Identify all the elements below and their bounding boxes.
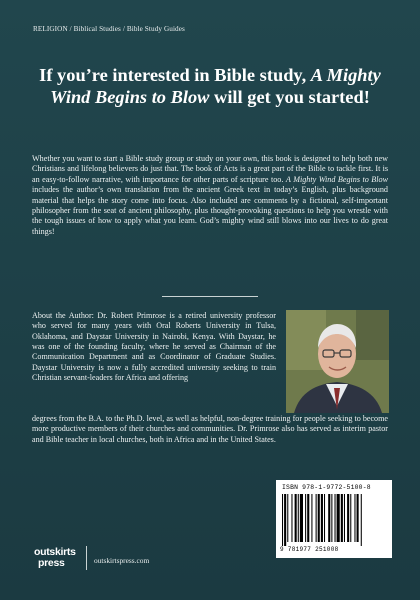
description-text: Whether you want to start a Bible study group or study on your own, this book is designed to help both new Christians and lifelong believers do just that. The book of Acts is a great part of the Bible to tackle first. It is an easy-to-follow narrative, with importance for other parts of scripture too. [32, 154, 388, 184]
barcode-bar [307, 494, 309, 542]
headline-text: If you’re interested in Bible study, [39, 65, 311, 85]
publisher-logo-line2: press [38, 557, 65, 569]
isbn-number: ISBN 978-1-9772-5100-8 [282, 484, 371, 491]
headline [30, 64, 390, 108]
barcode-bars [282, 494, 386, 546]
publisher-logo-line1: outskirts [34, 546, 76, 558]
barcode-bar [354, 494, 355, 542]
category-label: RELIGION / Biblical Studies / Bible Study Guides [33, 25, 185, 33]
barcode-bar [298, 494, 299, 542]
book-description [32, 154, 388, 237]
barcode-bar [357, 494, 359, 542]
barcode-bar [324, 494, 325, 542]
barcode-bar [282, 494, 283, 546]
headline-book-title: A Mighty Wind Begins to Blow [50, 65, 381, 107]
barcode-bar [300, 494, 303, 542]
headline-text-end: will get you started! [209, 87, 370, 107]
isbn-barcode [276, 480, 392, 558]
barcode-bar [341, 494, 343, 542]
logo-divider [86, 546, 87, 570]
barcode-bar [361, 494, 362, 546]
barcode-bar [287, 494, 288, 542]
barcode-bar [321, 494, 323, 542]
section-divider [162, 296, 258, 297]
author-photo [286, 310, 389, 413]
about-author-text: About the Author: Dr. Robert Primrose is a retired university professor who served for many years with Oral Roberts University in Tulsa, Oklahoma, and Daystar University in Nairobi, Kenya. With Daystar, he was one of the founding faculty, where he served as Chairman of the Communication Department and as Coordinator of Graduate Studies. Daystar University is now a fully accredited university seeking to train Christian servant-leaders for Africa and offering [32, 311, 276, 383]
publisher-logo [34, 546, 78, 572]
barcode-bar [335, 494, 336, 542]
barcode-bar [318, 494, 320, 542]
description-book-title: A Mighty Wind Begins to Blow [285, 174, 388, 184]
barcode-bar [347, 494, 349, 542]
barcode-bar [328, 494, 330, 542]
barcode-bar [344, 494, 345, 542]
barcode-bar [311, 494, 312, 542]
publisher-url: outskirtspress.com [94, 556, 150, 565]
barcode-bar [331, 494, 332, 542]
barcode-bar [305, 494, 306, 542]
barcode-bar [284, 494, 286, 546]
barcode-digits: 9 781977 251008 [280, 546, 339, 553]
barcode-bar [337, 494, 340, 542]
barcode-bar [316, 494, 317, 542]
barcode-bar [350, 494, 351, 542]
description-text-end: includes the author’s own translation from the ancient Greek text in today’s English, plus background material that helps the story come into focus. Also included are comments by a fictional, self-important philosopher from the seat of ancient philosophy, plus thought-provoking questions to help you wrestle with the tough issues of how to apply what you learn. God’s mighty wind still blows into our lives to do great things! [32, 185, 388, 236]
author-portrait-image [286, 310, 389, 413]
barcode-bar [291, 494, 292, 542]
about-author-text-continued: degrees from the B.A. to the Ph.D. level, as well as helpful, non-degree training for people seeking to become more productive members of their churches and communities. Dr. Primrose also has served as interim pastor and Bible teacher in local churches, both in Africa and in the United States. [32, 414, 388, 444]
barcode-bar [295, 494, 297, 542]
